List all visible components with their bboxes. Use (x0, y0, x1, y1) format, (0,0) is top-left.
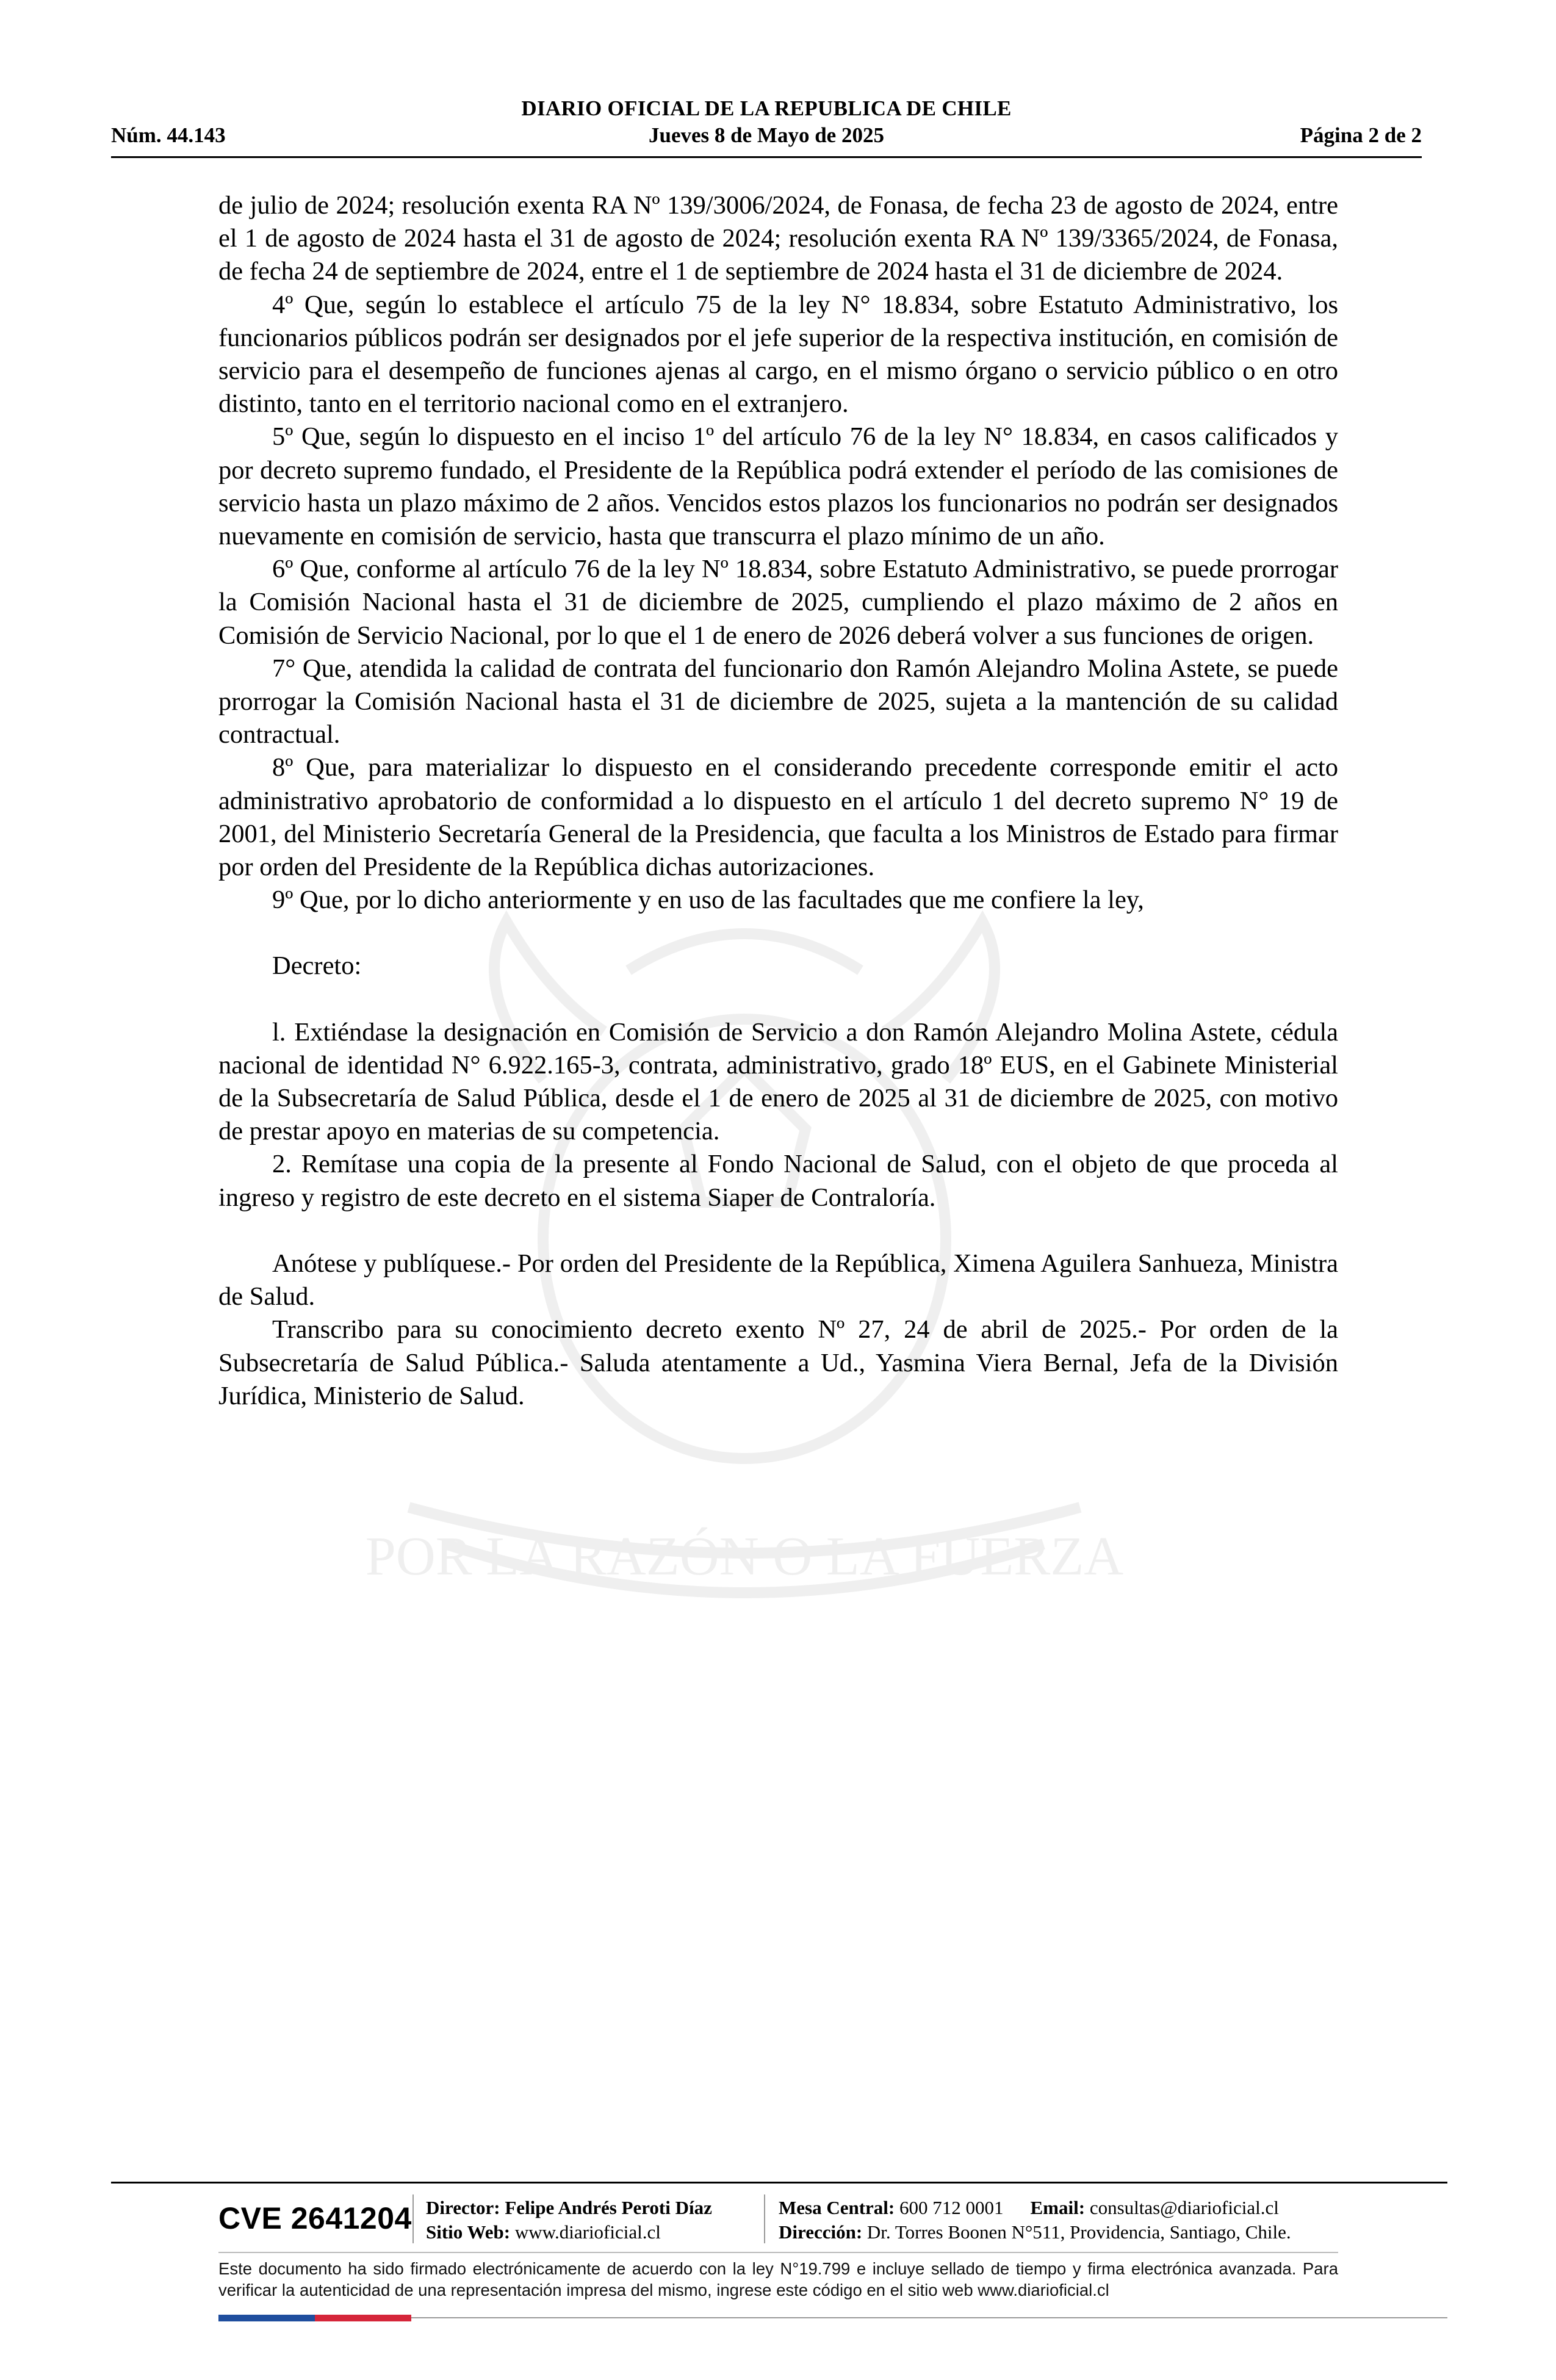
header-rule (111, 156, 1422, 158)
body-paragraph: de julio de 2024; resolución exenta RA Nº 139/3006/2024, de Fonasa, de fecha 23 de agosto de 2024, entre el 1 de agosto de 2024 hasta el 31 de agosto de 2024; resolución exenta RA Nº 139/3365/2024, de Fonasa, de fecha 24 de septiembre de 2024, entre el 1 de septiembre de 2024 hasta el 31 de diciembre de 2024. (218, 191, 1338, 286)
footer-contact-block (779, 2196, 1291, 2245)
footer-director-block (426, 2196, 712, 2245)
bottom-rule (411, 2317, 1447, 2318)
document-body (218, 189, 1338, 1413)
body-paragraph: 2. Remítase una copia de la presente al Fondo Nacional de Salud, con el objeto de que proceda al ingreso y registro de este decreto en el sistema Siaper de Contraloría. (218, 1150, 1338, 1212)
body-paragraph: 5º Que, según lo dispuesto en el inciso 1º del artículo 76 de la ley N° 18.834, en casos calificados y por decreto supremo fundado, el Presidente de la República podrá extender el período de las comisiones de servicio hasta un plazo máximo de 2 años. Vencidos estos plazos los funcionarios no podrán ser designados nuevamente en comisión de servicio, hasta que transcurra el plazo mínimo de un año. (218, 422, 1338, 551)
publication-title: DIARIO OFICIAL DE LA REPUBLICA DE CHILE (521, 96, 1012, 120)
watermark-motto: POR LA RAZÓN O LA FUERZA (365, 1526, 1124, 1587)
signature-notice: Este documento ha sido firmado electrónicamente de acuerdo con la ley N°19.799 e incluye sellado de tiempo y firma electrónica avanzada. Para verificar la autenticidad de una representación impresa del mismo, ingrese este código en el sitio web www.diarioficial.cl (218, 2259, 1338, 2299)
cve-code: CVE 2641204 (218, 2201, 412, 2235)
body-paragraph: l. Extiéndase la designación en Comisión de Servicio a don Ramón Alejandro Molina Astete, cédula nacional de identidad N° 6.922.165-3, contrata, administrativo, grado 18º EUS, en el Gabinete Ministerial de la Subsecretaría de Salud Pública, desde el 1 de enero de 2025 al 31 de diciembre de 2025, con motivo de prestar apoyo en materias de su competencia. (218, 1017, 1338, 1146)
issue-date: Jueves 8 de Mayo de 2025 (649, 123, 884, 147)
address-text: Dr. Torres Boonen N°511, Providencia, Santiago, Chile. (866, 2221, 1291, 2243)
phone-number: 600 712 0001 (899, 2197, 1004, 2218)
page-number: Página 2 de 2 (1300, 123, 1422, 147)
email-link[interactable]: consultas@diarioficial.cl (1089, 2197, 1279, 2218)
footer-divider (764, 2194, 765, 2243)
body-paragraph: 9º Que, por lo dicho anteriormente y en uso de las facultades que me confiere la ley, (272, 885, 1144, 915)
body-paragraph: 6º Que, conforme al artículo 76 de la ley Nº 18.834, sobre Estatuto Administrativo, se puede prorrogar la Comisión Nacional hasta el 31 de diciembre de 2025, cumpliendo el plazo máximo de 2 años en Comisión de Servicio Nacional, por lo que el 1 de enero de 2026 deberá volver a sus funciones de origen. (218, 555, 1338, 650)
website-label: Sitio Web: (426, 2221, 511, 2243)
footer-divider (412, 2194, 414, 2243)
color-bar-red (315, 2315, 411, 2321)
director-label: Director: (426, 2197, 500, 2218)
decree-heading: Decreto: (272, 951, 362, 981)
flag-color-bar (218, 2315, 411, 2321)
director-name: Felipe Andrés Peroti Díaz (505, 2197, 712, 2218)
footer-divider (218, 2252, 1338, 2253)
body-paragraph: 7° Que, atendida la calidad de contrata del funcionario don Ramón Alejandro Molina Astete, se puede prorrogar la Comisión Nacional hasta el 31 de diciembre de 2025, sujeta a la mantención de su calidad contractual. (218, 654, 1338, 749)
phone-label: Mesa Central: (779, 2197, 895, 2218)
body-paragraph: 8º Que, para materializar lo dispuesto en el considerando precedente corresponde emitir el acto administrativo aprobatorio de conformidad a lo dispuesto en el artículo 1 del decreto supremo N° 19 de 2001, del Ministerio Secretaría General de la Presidencia, que faculta a los Ministros de Estado para firmar por orden del Presidente de la República dichas autorizaciones. (218, 753, 1338, 882)
body-paragraph: Anótese y publíquese.- Por orden del Presidente de la República, Ximena Aguilera Sanhueza, Ministra de Salud. (218, 1249, 1338, 1311)
body-paragraph: 4º Que, según lo establece el artículo 75 de la ley N° 18.834, sobre Estatuto Administrativo, los funcionarios públicos podrán ser designados por el jefe superior de la respectiva institución, en comisión de servicio para el desempeño de funciones ajenas al cargo, en el mismo órgano o servicio público o en otro distinto, tanto en el territorio nacional como en el extranjero. (218, 290, 1338, 419)
body-paragraph: Transcribo para su conocimiento decreto exento Nº 27, 24 de abril de 2025.- Por orden de la Subsecretaría de Salud Pública.- Saluda atentamente a Ud., Yasmina Viera Bernal, Jefa de la División Jurídica, Ministerio de Salud. (218, 1315, 1338, 1410)
email-label: Email: (1030, 2197, 1086, 2218)
page-header (111, 93, 1422, 157)
footer-rule (111, 2182, 1447, 2183)
address-label: Dirección: (779, 2221, 863, 2243)
website-link[interactable]: www.diarioficial.cl (514, 2221, 661, 2243)
issue-number: Núm. 44.143 (111, 123, 226, 147)
color-bar-blue (218, 2315, 315, 2321)
